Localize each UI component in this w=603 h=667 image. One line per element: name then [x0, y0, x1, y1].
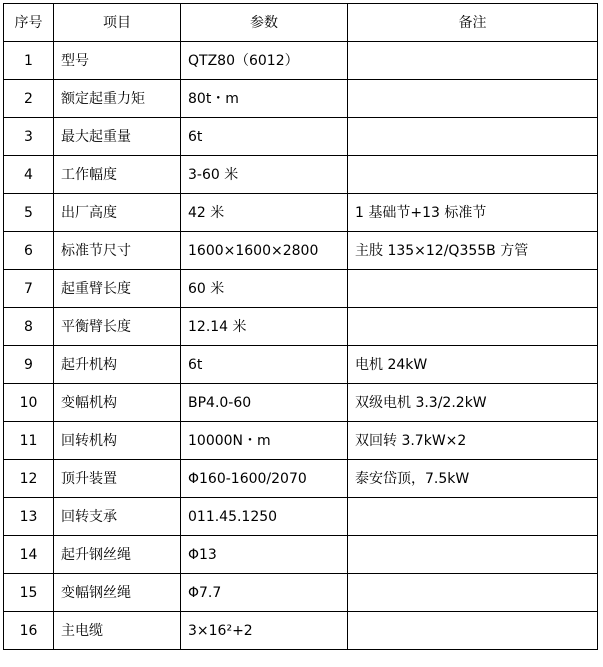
cell-note	[348, 536, 598, 574]
cell-note: 泰安岱顶，7.5kW	[348, 460, 598, 498]
header-note: 备注	[348, 4, 598, 42]
table-row	[4, 346, 598, 384]
table-row	[4, 232, 598, 270]
cell-note	[348, 118, 598, 156]
table-row	[4, 574, 598, 612]
table-row	[4, 308, 598, 346]
header-param: 参数	[181, 4, 348, 42]
cell-param: 10000N・m	[181, 422, 348, 460]
cell-item: 起重臂长度	[54, 270, 181, 308]
cell-param: Φ7.7	[181, 574, 348, 612]
cell-no: 7	[4, 270, 54, 308]
cell-item: 回转机构	[54, 422, 181, 460]
cell-param: Φ13	[181, 536, 348, 574]
cell-item: 标准节尺寸	[54, 232, 181, 270]
table-row	[4, 42, 598, 80]
header-item: 项目	[54, 4, 181, 42]
cell-note	[348, 270, 598, 308]
cell-no: 16	[4, 612, 54, 650]
cell-item: 回转支承	[54, 498, 181, 536]
table-row	[4, 536, 598, 574]
cell-item: 额定起重力矩	[54, 80, 181, 118]
cell-note	[348, 156, 598, 194]
cell-item: 工作幅度	[54, 156, 181, 194]
cell-param: BP4.0-60	[181, 384, 348, 422]
cell-item: 主电缆	[54, 612, 181, 650]
cell-no: 13	[4, 498, 54, 536]
cell-item: 起升钢丝绳	[54, 536, 181, 574]
cell-no: 8	[4, 308, 54, 346]
cell-item: 顶升装置	[54, 460, 181, 498]
cell-param: 6t	[181, 346, 348, 384]
cell-param: 80t・m	[181, 80, 348, 118]
cell-no: 1	[4, 42, 54, 80]
cell-param: 3-60 米	[181, 156, 348, 194]
table-header	[4, 4, 598, 42]
cell-note	[348, 612, 598, 650]
cell-note: 电机 24kW	[348, 346, 598, 384]
cell-no: 15	[4, 574, 54, 612]
cell-param: 3×16²+2	[181, 612, 348, 650]
cell-no: 12	[4, 460, 54, 498]
cell-param: Φ160-1600/2070	[181, 460, 348, 498]
cell-no: 9	[4, 346, 54, 384]
table-row	[4, 156, 598, 194]
table-row	[4, 194, 598, 232]
cell-note	[348, 308, 598, 346]
spec-table	[3, 3, 598, 650]
cell-item: 最大起重量	[54, 118, 181, 156]
cell-no: 6	[4, 232, 54, 270]
cell-no: 14	[4, 536, 54, 574]
cell-no: 4	[4, 156, 54, 194]
cell-param: 12.14 米	[181, 308, 348, 346]
cell-no: 11	[4, 422, 54, 460]
cell-param: 42 米	[181, 194, 348, 232]
cell-note: 双级电机 3.3/2.2kW	[348, 384, 598, 422]
cell-note	[348, 574, 598, 612]
header-no: 序号	[4, 4, 54, 42]
cell-no: 2	[4, 80, 54, 118]
table-row	[4, 422, 598, 460]
cell-param: 60 米	[181, 270, 348, 308]
cell-no: 10	[4, 384, 54, 422]
cell-param: QTZ80（6012）	[181, 42, 348, 80]
cell-note	[348, 498, 598, 536]
table-row	[4, 460, 598, 498]
cell-no: 3	[4, 118, 54, 156]
table-row	[4, 118, 598, 156]
table-row	[4, 498, 598, 536]
cell-note: 双回转 3.7kW×2	[348, 422, 598, 460]
table-row	[4, 384, 598, 422]
cell-note: 主肢 135×12/Q355B 方管	[348, 232, 598, 270]
cell-note	[348, 80, 598, 118]
cell-param: 1600×1600×2800	[181, 232, 348, 270]
cell-item: 平衡臂长度	[54, 308, 181, 346]
cell-item: 变幅机构	[54, 384, 181, 422]
cell-note	[348, 42, 598, 80]
cell-item: 出厂高度	[54, 194, 181, 232]
cell-item: 变幅钢丝绳	[54, 574, 181, 612]
table-row	[4, 270, 598, 308]
cell-item: 起升机构	[54, 346, 181, 384]
table-body	[4, 42, 598, 650]
table-row	[4, 80, 598, 118]
cell-no: 5	[4, 194, 54, 232]
cell-param: 011.45.1250	[181, 498, 348, 536]
header-row	[4, 4, 598, 42]
cell-param: 6t	[181, 118, 348, 156]
table-row	[4, 612, 598, 650]
cell-item: 型号	[54, 42, 181, 80]
cell-note: 1 基础节+13 标准节	[348, 194, 598, 232]
